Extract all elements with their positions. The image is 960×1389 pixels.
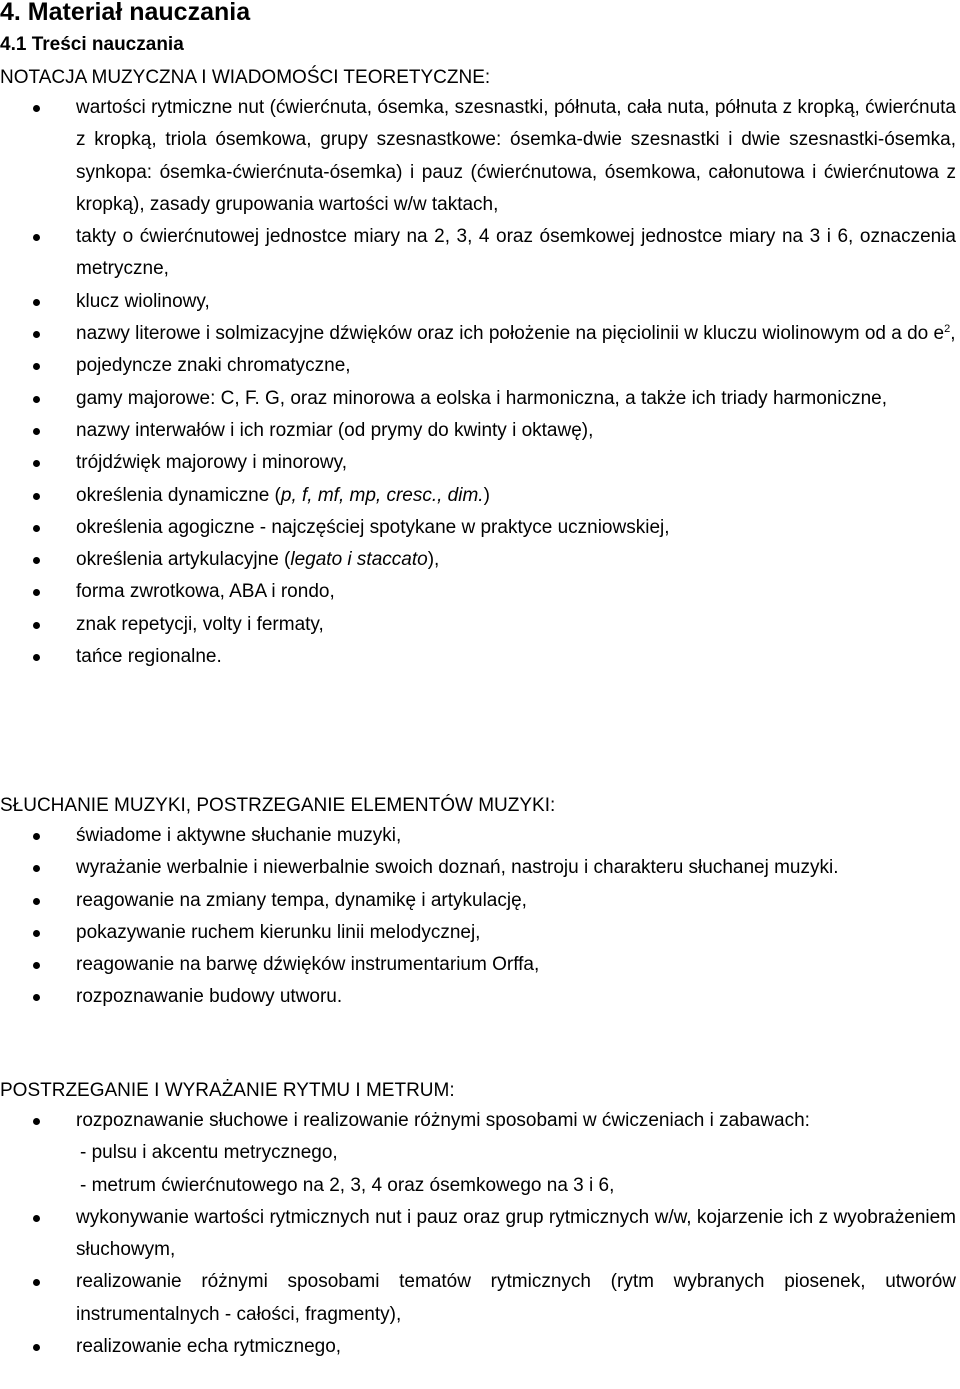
list-item: świadome i aktywne słuchanie muzyki, [0,820,960,852]
listening-list [0,820,960,1014]
rhythm-list [0,1105,960,1363]
bullet-icon [33,962,40,969]
list-item: gamy majorowe: C, F. G, oraz minorowa a eolska i harmoniczna, a także ich triady harmoniczne, [0,383,960,415]
section-heading-notation: NOTACJA MUZYCZNA I WIADOMOŚCI TEORETYCZNE: [0,67,491,88]
list-item: tańce regionalne. [0,641,960,673]
list-item: znak repetycji, volty i fermaty, [0,609,960,641]
list-item: określenia agogiczne - najczęściej spotykane w praktyce uczniowskiej, [0,512,960,544]
bullet-icon [33,622,40,629]
chapter-title: 4. Materiał nauczania [0,0,251,26]
list-item: trójdźwięk majorowy i minorowy, [0,447,960,479]
bullet-icon [33,428,40,435]
bullet-icon [33,396,40,403]
list-item: wykonywanie wartości rytmicznych nut i pauz oraz grup rytmicznych w/w, kojarzenie ich z wyobrażeniem słuchowym, [0,1202,960,1267]
superscript: 2 [944,323,951,336]
bullet-icon [33,1344,40,1351]
list-item: reagowanie na barwę dźwięków instrumentarium Orffa, [0,949,960,981]
bullet-icon [33,865,40,872]
list-item: rozpoznawanie słuchowe i realizowanie różnymi sposobami w ćwiczeniach i zabawach: [0,1105,960,1137]
bullet-icon [33,105,40,112]
bullet-icon [33,1279,40,1286]
list-item: forma zwrotkowa, ABA i rondo, [0,576,960,608]
bullet-icon [33,898,40,905]
bullet-icon [33,833,40,840]
list-item: pokazywanie ruchem kierunku linii melodycznej, [0,917,960,949]
bullet-icon [33,299,40,306]
sub-list-item: - pulsu i akcentu metrycznego, [80,1142,338,1164]
list-item: wartości rytmiczne nut (ćwierćnuta, ósemka, szesnastki, półnuta, cała nuta, półnuta z kropką, ćwierćnuta z kropką, triola ósemkowa, grupy szesnastkowe: ósemka-dwie szesnastki i dwie szesnastki-ósemka, synkopa: ósemka-ćwierćnuta-ósemka) i pauz (ćwierćnutowa, ósemkowa, całonutowa i ćwierćnutowa z kropką), zasady grupowania wartości w/w taktach, [0,92,960,221]
list-item: wyrażanie werbalnie i niewerbalnie swoich doznań, nastroju i charakteru słuchanej muzyki. [0,852,960,884]
notation-list [0,92,960,673]
list-item: określenia dynamiczne (p, f, mf, mp, cresc., dim.) [0,480,960,512]
list-item: takty o ćwierćnutowej jednostce miary na 2, 3, 4 oraz ósemkowej jednostce miary na 3 i 6, oznaczenia metryczne, [0,221,960,286]
section-heading-rhythm: POSTRZEGANIE I WYRAŻANIE RYTMU I METRUM: [0,1080,455,1101]
bullet-icon [33,460,40,467]
bullet-icon [33,493,40,500]
section-heading-listening: SŁUCHANIE MUZYKI, POSTRZEGANIE ELEMENTÓW MUZYKI: [0,795,556,816]
bullet-icon [33,234,40,241]
bullet-icon [33,557,40,564]
bullet-icon [33,331,40,338]
list-item: realizowanie echa rytmicznego, [0,1331,960,1363]
bullet-icon [33,994,40,1001]
list-item: realizowanie różnymi sposobami tematów rytmicznych (rytm wybranych piosenek, utworów instrumentalnych - całości, fragmenty), [0,1266,960,1331]
bullet-icon [33,1215,40,1222]
bullet-icon [33,525,40,532]
list-item: określenia artykulacyjne (legato i staccato), [0,544,960,576]
bullet-icon [33,363,40,370]
list-item: klucz wiolinowy, [0,286,960,318]
bullet-icon [33,1118,40,1125]
subchapter-title: 4.1 Treści nauczania [0,34,184,55]
list-item: nazwy literowe i solmizacyjne dźwięków oraz ich położenie na pięciolinii w kluczu wiolinowym od a do $e^2$, [0,318,960,350]
bullet-icon [33,654,40,661]
list-item: rozpoznawanie budowy utworu. [0,981,960,1013]
list-item: pojedyncze znaki chromatyczne, [0,350,960,382]
sub-list-item: - metrum ćwierćnutowego na 2, 3, 4 oraz ósemkowego na 3 i 6, [80,1174,615,1196]
bullet-icon [33,589,40,596]
bullet-icon [33,930,40,937]
list-item: reagowanie na zmiany tempa, dynamikę i artykulację, [0,885,960,917]
list-item: nazwy interwałów i ich rozmiar (od prymy do kwinty i oktawę), [0,415,960,447]
